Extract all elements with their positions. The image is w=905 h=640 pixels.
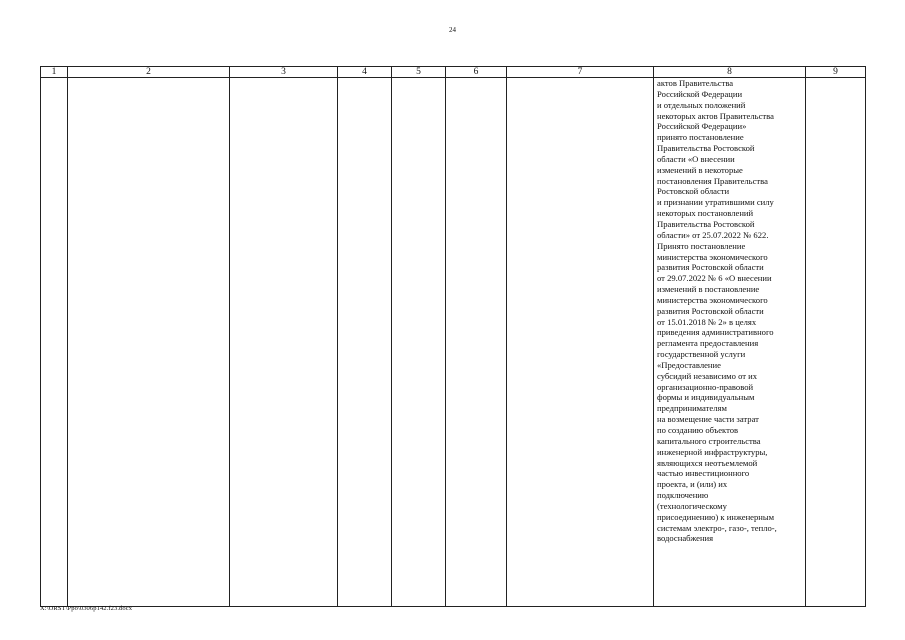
text-line: по созданию объектов <box>657 425 739 435</box>
column-header-6: 6 <box>446 67 507 78</box>
column-8-text <box>654 78 805 544</box>
cell-col-8 <box>654 78 806 607</box>
cell-col-4 <box>338 78 392 607</box>
column-header-8: 8 <box>654 67 806 78</box>
cell-col-6 <box>446 78 507 607</box>
text-line: капитального строительства <box>657 435 761 446</box>
text-line: изменений в некоторые <box>657 164 743 175</box>
text-line: области «О внесении <box>657 153 735 164</box>
text-line: регламента предоставления <box>657 338 759 349</box>
text-line: водоснабжения <box>657 533 714 544</box>
text-line: субсидий независимо от их <box>657 370 758 381</box>
text-line: от 29.07.2022 № 6 «О внесении <box>657 273 772 284</box>
text-line: некоторых постановлений <box>657 208 754 219</box>
column-header-3: 3 <box>230 67 338 78</box>
text-line: постановления Правительства <box>657 175 768 186</box>
text-line: Правительства Ростовской <box>657 143 755 154</box>
text-line: развития Ростовской области <box>657 305 764 316</box>
text-line: некоторых актов Правительства <box>657 110 774 121</box>
text-line: системам электро-, газо-, тепло-, <box>657 522 777 533</box>
text-line: «Предоставление <box>657 359 721 370</box>
cell-col-9 <box>806 78 866 607</box>
text-line: частью инвестиционного <box>657 468 750 479</box>
text-line: государственной услуги <box>657 349 746 360</box>
text-line: и отдельных положений <box>657 99 746 110</box>
text-line: принято постановление <box>657 132 744 143</box>
cell-col-1 <box>41 78 68 607</box>
text-line: предпринимателям <box>657 403 727 414</box>
text-line: являющихся неотъемлемой <box>657 457 758 468</box>
text-line: присоединению) к инженерным <box>657 511 775 522</box>
text-line: Правительства Ростовской <box>657 218 755 229</box>
column-header-5: 5 <box>392 67 446 78</box>
column-header-4: 4 <box>338 67 392 78</box>
text-line: (технологическому <box>657 500 727 511</box>
column-number-row <box>41 67 866 78</box>
text-line: от 15.01.2018 № 2» в целях <box>657 316 757 327</box>
text-line: Российской Федерации» <box>657 121 747 132</box>
text-line: проекта, и (или) их <box>657 479 728 490</box>
text-line: актов Правительства <box>657 78 734 88</box>
text-line: развития Ростовской области <box>657 262 764 273</box>
text-line: и признании утратившими силу <box>657 197 774 208</box>
cell-col-2 <box>68 78 230 607</box>
cell-col-7 <box>507 78 654 607</box>
text-line: министерства экономического <box>657 294 768 305</box>
text-line: на возмещение части затрат <box>657 414 759 425</box>
column-header-9: 9 <box>806 67 866 78</box>
cell-col-3 <box>230 78 338 607</box>
page-number: 24 <box>449 26 456 34</box>
text-line: приведения административного <box>657 327 774 338</box>
text-line: Российской Федерации <box>657 88 743 99</box>
text-line: организационно-правовой <box>657 381 754 392</box>
text-line: формы и индивидуальным <box>657 392 755 403</box>
cell-col-5 <box>392 78 446 607</box>
text-line: министерства экономического <box>657 251 768 262</box>
text-line: изменений в постановление <box>657 284 760 295</box>
text-line: инженерной инфраструктуры, <box>657 446 768 457</box>
text-line: Принято постановление <box>657 240 746 251</box>
column-header-7: 7 <box>507 67 654 78</box>
footer-file-path: X:\ORST\Ppo\0306p142.f23.docx <box>40 605 133 612</box>
text-line: Ростовской области <box>657 186 730 197</box>
column-header-1: 1 <box>41 67 68 78</box>
text-line: области» от 25.07.2022 № 622. <box>657 229 769 240</box>
text-line: подключению <box>657 490 709 501</box>
column-header-2: 2 <box>68 67 230 78</box>
table-row <box>41 78 866 607</box>
document-table <box>40 66 866 607</box>
